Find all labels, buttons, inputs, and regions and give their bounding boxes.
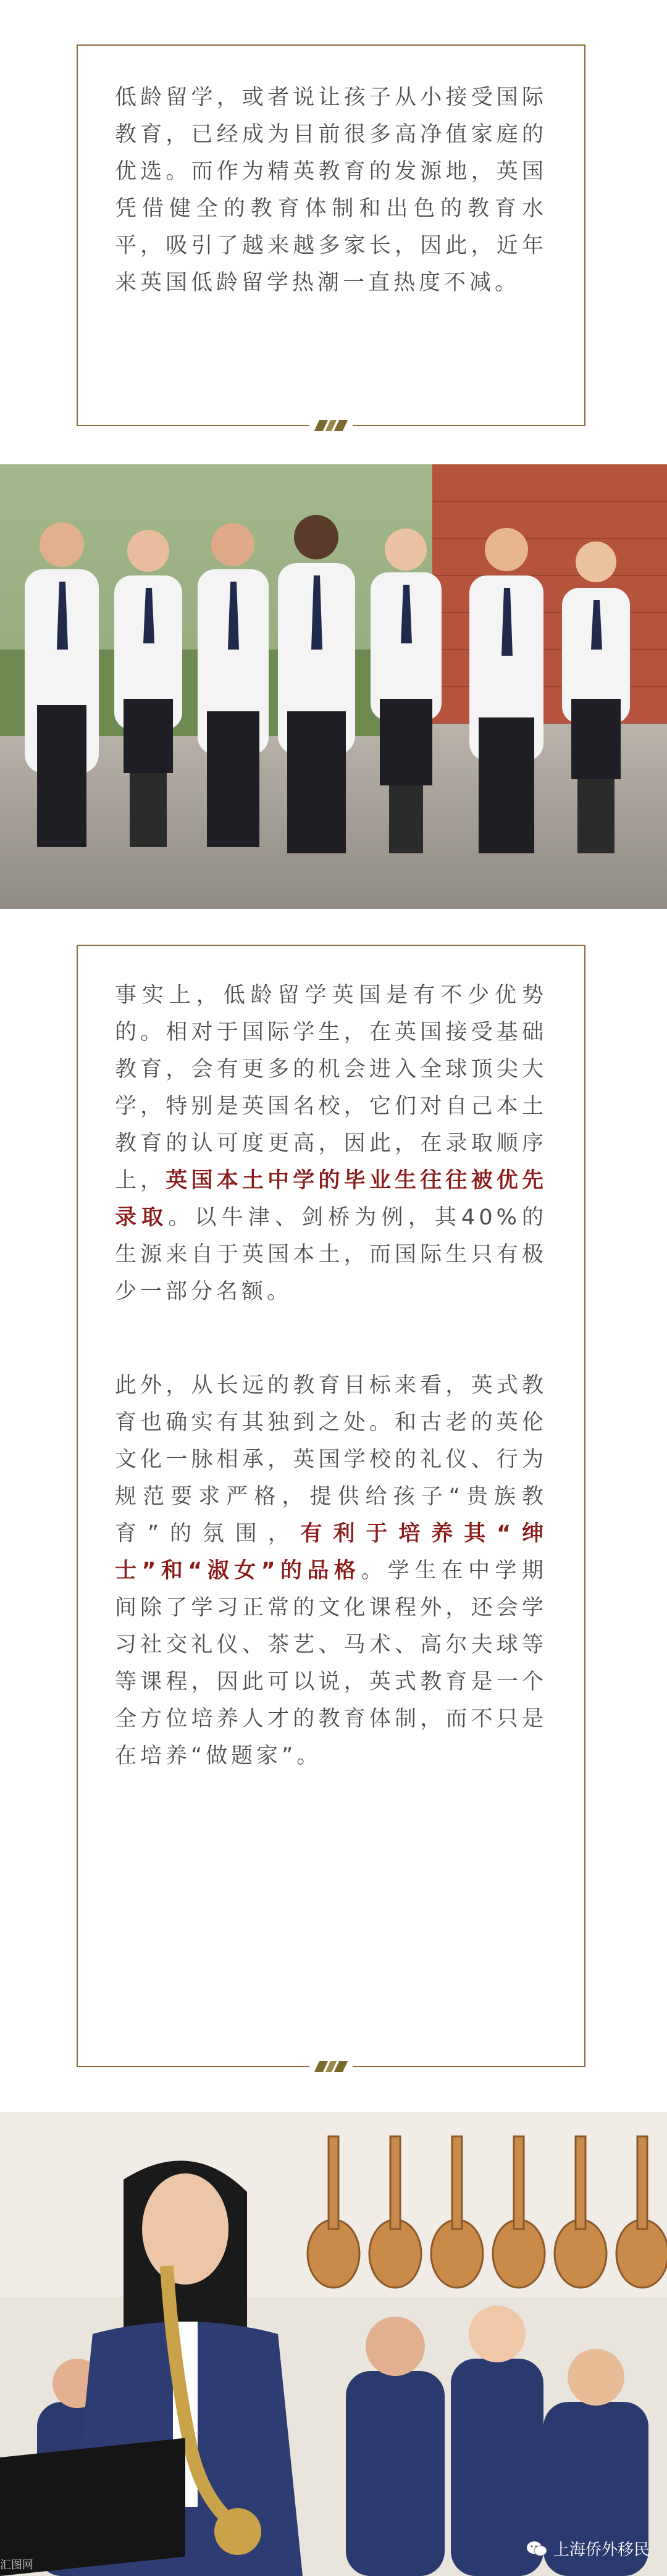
- music-class-photo: [0, 2112, 667, 2576]
- paragraph-1-highlight: 英国本土中学的毕业生往往被优先录取: [115, 1168, 547, 1230]
- paragraph-2-text-a: 此外，从长远的教育目标来看，英式教育也确实有其独到之处。和古老的英伦文化一脉相承，英国学校的礼仪、行为规范要求严格，提供给孩子“贵族教育”的氛围，: [115, 1373, 547, 1546]
- wechat-icon: [526, 2540, 547, 2557]
- brand-name: 上海侨外移民: [553, 2541, 650, 2559]
- paragraph-2-highlight: 有利于培养其“绅士”和“淑女”的品格: [115, 1521, 547, 1583]
- divider-ornament: [309, 417, 353, 433]
- intro-text: 低龄留学，或者说让孩子从小接受国际教育，已经成为目前很多高净值家庭的优选。而作为精英教育的发源地，英国凭借健全的教育体制和出色的教育水平，吸引了越来越多家长，因此，近年来英国低龄留学热潮一直热度不减。: [115, 85, 547, 295]
- paragraph-1-text-a: 事实上，低龄留学英国是有不少优势的。相对于国际学生，在英国接受基础教育，会有更多的机会进入全球顶尖大学，特别是英国名校，它们对自己本土教育的认可度更高，因此，在录取顺序上，: [115, 983, 547, 1193]
- advantage-paragraph-2: [115, 1367, 547, 1775]
- intro-card: [77, 44, 585, 426]
- brand-label: [526, 2537, 650, 2560]
- students-photo: [0, 464, 667, 909]
- watermark: 汇图网: [0, 2559, 33, 2572]
- advantages-card: [77, 945, 585, 2067]
- paragraph-1-text-b: 。以牛津、剑桥为例，其40%的生源来自于英国本土，而国际生只有极少一部分名额。: [115, 1205, 547, 1304]
- paragraph-2-text-b: 。学生在中学期间除了学习正常的文化课程外，还会学习社交礼仪、茶艺、马术、高尔夫球等等课程，因此可以说，英式教育是一个全方位培养人才的教育体制，而不只是在培养“做题家”。: [115, 1558, 547, 1768]
- divider-ornament: [309, 2059, 353, 2075]
- advantage-paragraph-1: [115, 977, 547, 1310]
